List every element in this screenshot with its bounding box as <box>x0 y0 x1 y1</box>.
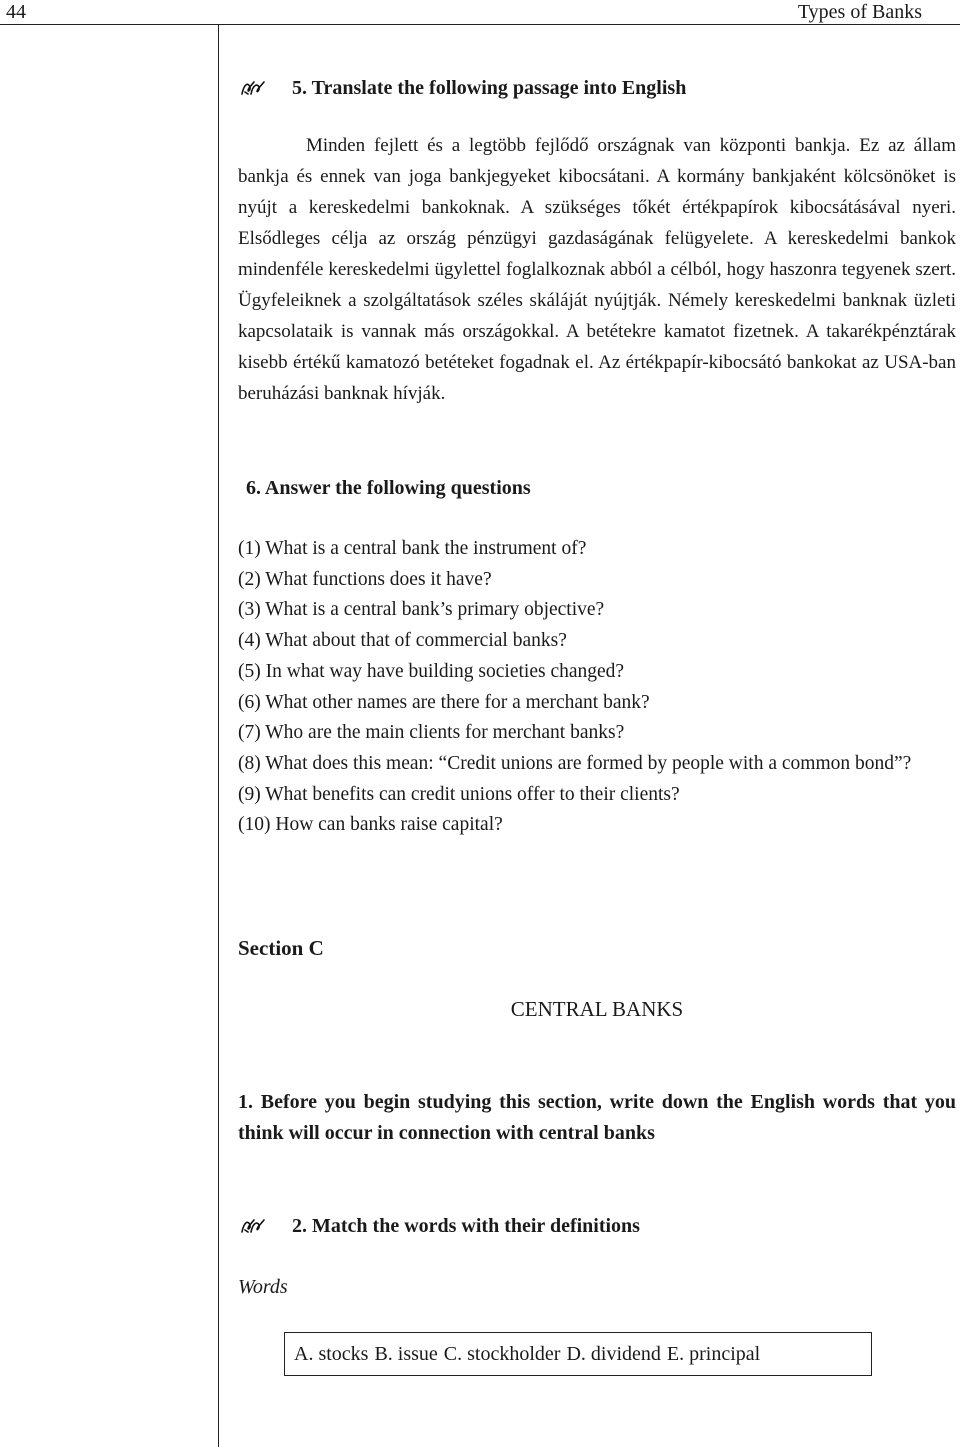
word-list-box <box>284 1332 872 1376</box>
word-item: B. issue <box>374 1342 438 1365</box>
question-item: (4) What about that of commercial banks? <box>238 630 567 652</box>
question-item: (5) In what way have building societies changed? <box>238 660 625 682</box>
running-title: Types of Banks <box>797 1 922 23</box>
words-label: Words <box>238 1276 288 1298</box>
question-item: (1) What is a central bank the instrument of? <box>238 538 587 559</box>
task5-title: 5. Translate the following passage into English <box>292 77 687 99</box>
word-item: C. stockholder <box>443 1342 561 1365</box>
question-item: (3) What is a central bank’s primary objective? <box>238 599 605 621</box>
word-item: D. dividend <box>566 1342 661 1365</box>
task6-title: 6. Answer the following questions <box>246 477 531 499</box>
question-item: (9) What benefits can credit unions offer to their clients? <box>238 783 680 805</box>
page-number: 44 <box>6 1 26 23</box>
section-title: CENTRAL BANKS <box>510 997 684 1021</box>
question-list <box>238 534 958 841</box>
question-item: (2) What functions does it have? <box>238 568 492 590</box>
task-c2-title: 2. Match the words with their definitions <box>292 1215 640 1237</box>
question-item: (8) What does this mean: “Credit unions are formed by people with a common bond”? <box>238 752 912 774</box>
translation-passage: Minden fejlett és a legtöbb fejlődő országnak van központi bankja. Ez az állam bankja és ennek van joga bankjegyeket kibocsátani. A kormány bankjaként kölcsönöket is nyújt a kereskedelmi bankoknak. A szükséges tőkét értékpapírok kibocsátásával nyeri. Elsődleges célja az ország pénzügyi gazdaságának felügyelete. A kereskedelmi bankok mindenféle kereskedelmi ügylettel foglalkoznak abból a célból, hogy haszonra tegyenek szert. Ügyfeleiknek a szolgáltatások széles skáláját nyújtják. Némely kereskedelmi banknak üzleti kapcsolataik is vannak más országokkal. A betétekre kamatot fizetnek. A takarékpénztárak kisebb értékű kamatozó betéteket fogadnak el. Az értékpapír-kibocsátó bankokat az USA-ban beruházási banknak hívják. <box>238 135 956 404</box>
header-rule <box>0 24 960 25</box>
task-c1-instructions: 1. Before you begin studying this section, write down the English words that you think will occur in connection with central banks <box>238 1091 956 1144</box>
pen-nib-icon <box>240 1217 270 1235</box>
word-item: E. principal <box>666 1342 761 1365</box>
margin-rule <box>218 24 219 1447</box>
pen-nib-icon <box>240 79 270 97</box>
question-item: (10) How can banks raise capital? <box>238 814 503 836</box>
question-item: (7) Who are the main clients for merchant banks? <box>238 722 625 744</box>
word-item: A. stocks <box>294 1342 369 1365</box>
section-label: Section C <box>238 936 324 960</box>
question-item: (6) What other names are there for a merchant bank? <box>238 691 650 713</box>
